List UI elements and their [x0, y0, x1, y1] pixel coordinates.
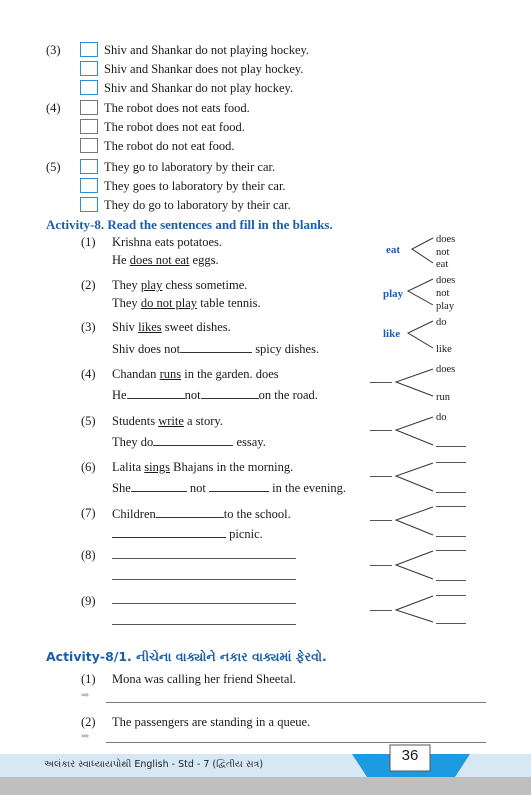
a8-item9-number: (9) [81, 594, 96, 608]
a8-item8-number: (8) [81, 548, 96, 562]
a8-item1-word-eat: eat [436, 259, 449, 270]
a8-item2-number: (2) [81, 278, 96, 292]
a8-item4-number: (4) [81, 367, 96, 381]
a8-item5-number: (5) [81, 414, 96, 428]
a8-item6-number: (6) [81, 460, 96, 474]
q5-option-b: They goes to laboratory by their car. [104, 179, 286, 193]
a8-item3-root-word: like [383, 328, 401, 340]
a8-item4-line2: He not on the road. [112, 388, 318, 402]
q5-option-c: They do go to laboratory by their car. [104, 198, 291, 212]
a8-item4-line1: Chandan runs in the garden. does [112, 367, 279, 381]
a8-item7-line1: Children to the school. [112, 507, 291, 521]
activity-8-title: Activity-8. Read the sentences and fill in the blanks. [46, 217, 333, 232]
a8-item1-number: (1) [81, 235, 96, 249]
q3-option-b: Shiv and Shankar does not play hockey. [104, 62, 304, 76]
a8-item3-word-like: like [436, 344, 452, 355]
q5-option-a: They go to laboratory by their car. [104, 160, 276, 174]
a8-item2-line1: They play chess sometime. [112, 278, 248, 292]
a8-item2-word-play: play [436, 301, 455, 312]
a8-item1-line2: He does not eat eggs. [112, 253, 219, 267]
a8-item5-line1: Students write a story. [112, 414, 223, 428]
footer-book-title: અલંકાર સ્વાધ્યાયપોથી English - Std - 7 (દ્વિતીય સત્ર) [44, 759, 264, 770]
a8-item1-root-word: eat [386, 244, 401, 256]
q4-number: (4) [46, 101, 61, 115]
a8-item1-word-does: does [436, 234, 456, 245]
page-number: 36 [401, 747, 419, 764]
activity-8-1-title: Activity-8/1. નીચેના વાક્યોને નકાર વાક્યમાં ફેરવો. [46, 649, 327, 664]
q4-option-c: The robot do not eat food. [104, 139, 235, 153]
a81-item1-text: Mona was calling her friend Sheetal. [112, 672, 296, 686]
a81-item2-number: (2) [81, 715, 96, 729]
a8-item4-word-does: does [436, 364, 456, 375]
a8-item3-line2: Shiv does not spicy dishes. [112, 342, 320, 356]
a8-item3-line1: Shiv likes sweet dishes. [112, 320, 231, 334]
a8-item2-word-not: not [436, 288, 450, 299]
a81-item1-arrow-icon: ➡ [81, 690, 90, 701]
q3-option-a: Shiv and Shankar do not playing hockey. [104, 43, 310, 57]
a8-item4-word-run: run [436, 392, 450, 403]
a8-item2-line2: They do not play table tennis. [112, 296, 261, 310]
a8-item7-number: (7) [81, 506, 96, 520]
a81-item1-number: (1) [81, 672, 96, 686]
a8-item7-line2: picnic. [112, 526, 263, 542]
bottom-gray-bar [0, 777, 531, 795]
a8-item3-word-do: do [436, 317, 447, 328]
a8-item5-line2: They do essay. [112, 435, 266, 449]
a8-item1-word-not: not [436, 247, 450, 258]
a8-item2-root-word: play [383, 288, 404, 300]
a81-item2-text: The passengers are standing in a queue. [112, 715, 311, 729]
q4-option-b: The robot does not eat food. [104, 120, 245, 134]
a8-item6-line1: Lalita sings Bhajans in the morning. [112, 460, 294, 474]
a8-item6-line2: She not in the evening. [112, 481, 347, 495]
a81-item2-arrow-icon: ➡ [81, 731, 90, 742]
q4-option-a: The robot does not eats food. [104, 101, 250, 115]
q5-number: (5) [46, 160, 61, 174]
q3-option-c: Shiv and Shankar do not play hockey. [104, 81, 294, 95]
q3-number: (3) [46, 43, 61, 57]
a8-item1-line1: Krishna eats potatoes. [112, 235, 223, 249]
a8-item3-number: (3) [81, 320, 96, 334]
a8-item5-word-do: do [436, 412, 447, 423]
a8-item2-word-does: does [436, 275, 456, 286]
